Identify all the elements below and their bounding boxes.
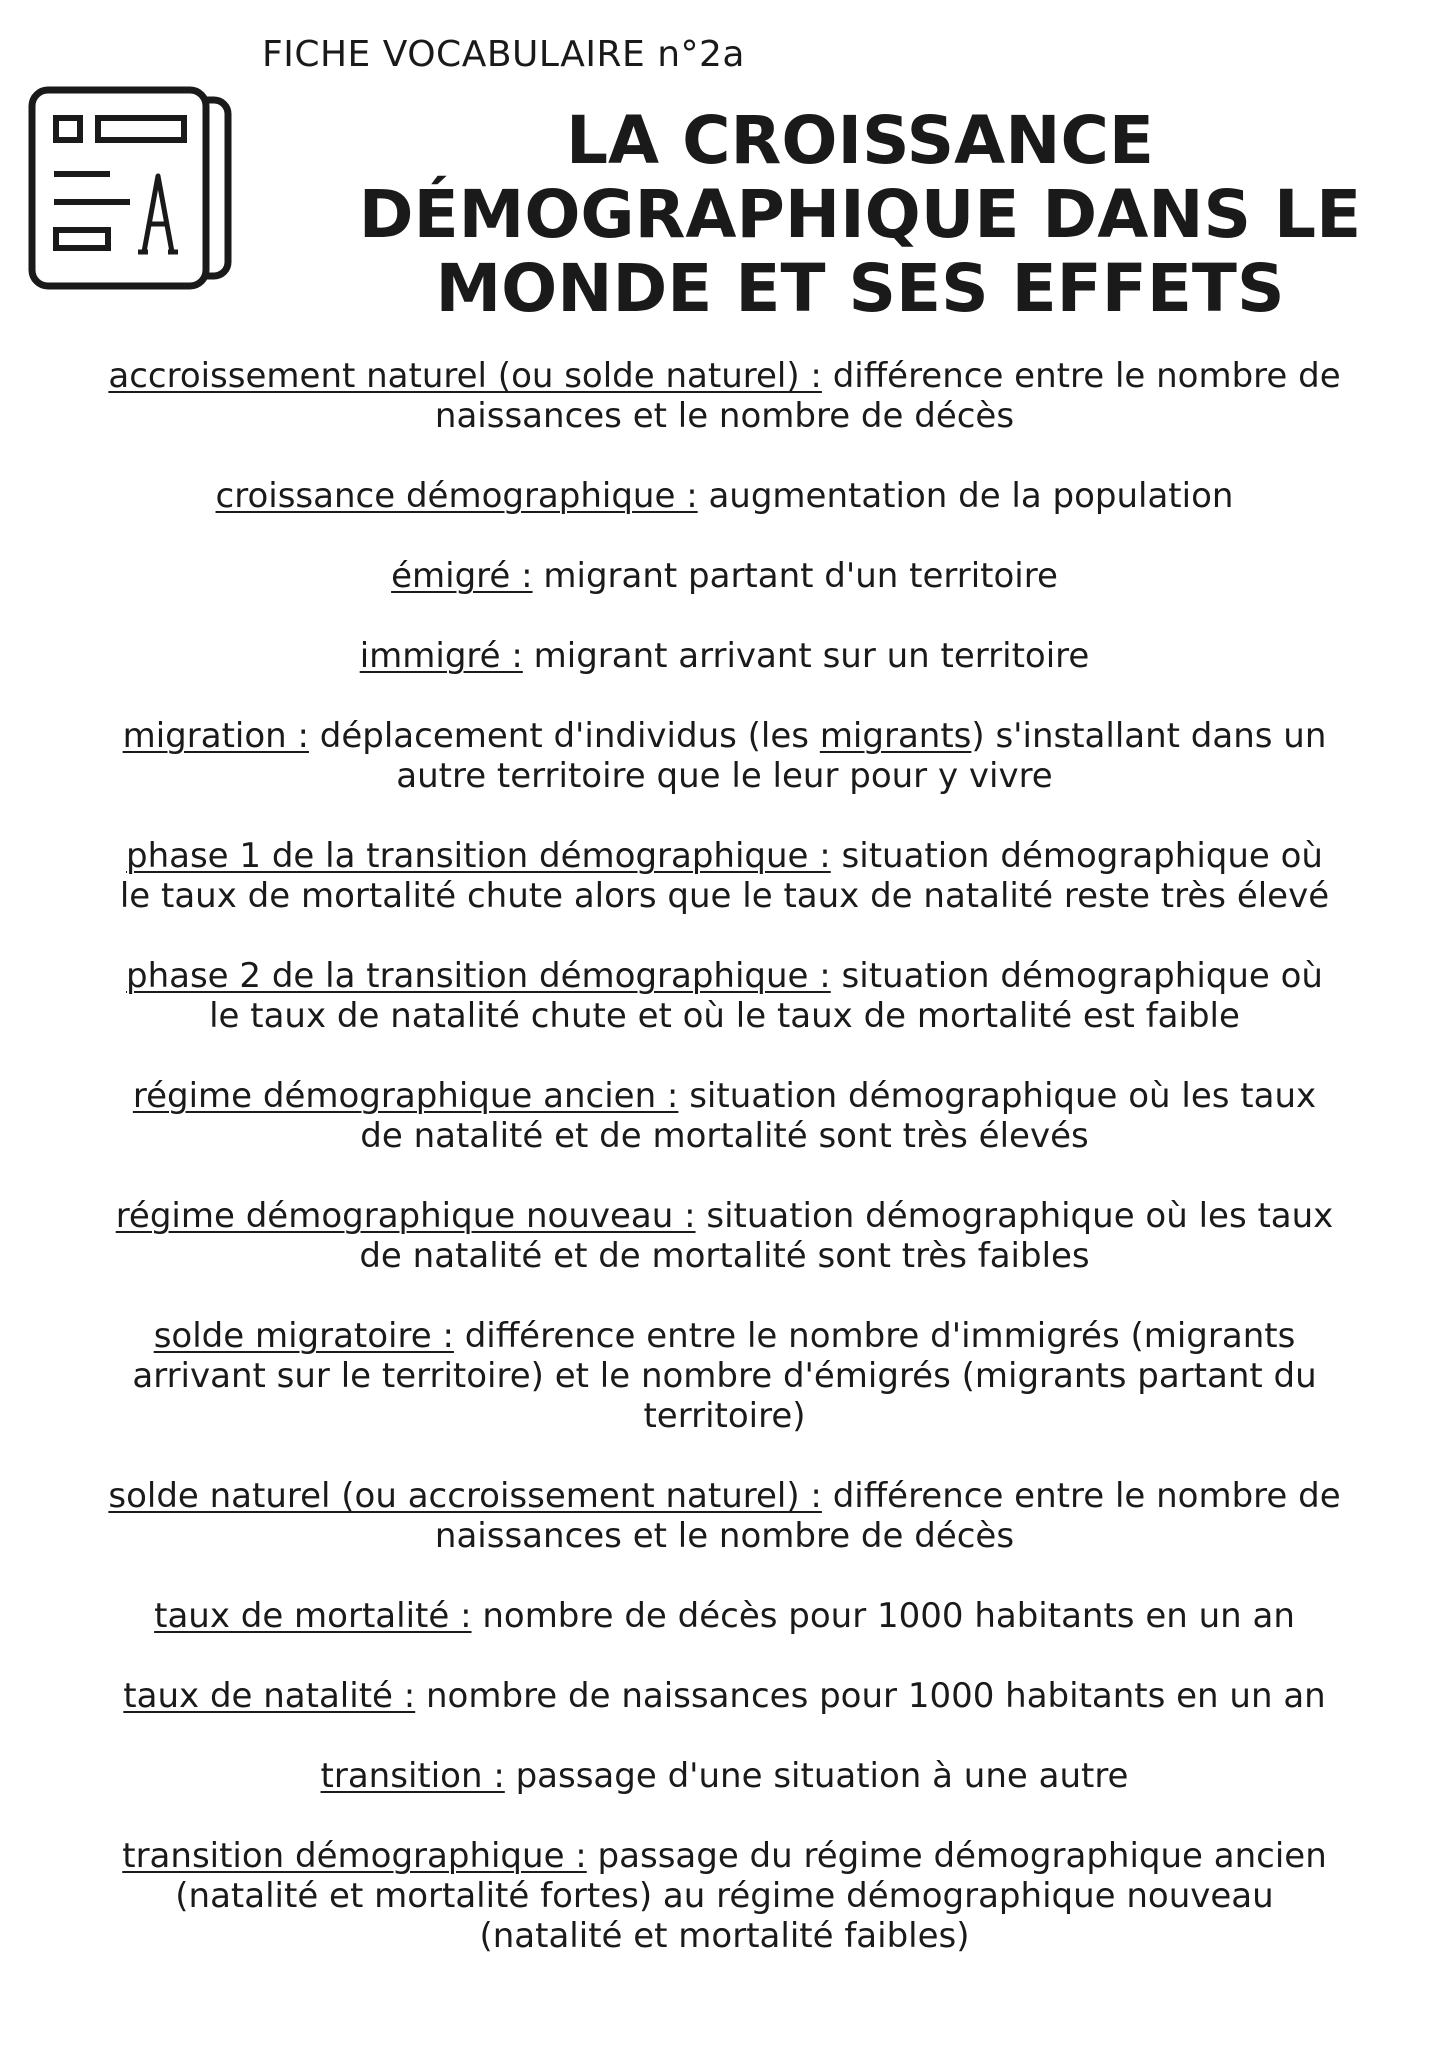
definition-term: croissance démographique :	[215, 476, 698, 516]
definition-text: différence entre le nombre de	[821, 356, 1341, 396]
definition-item	[0, 1676, 1449, 1716]
definition-item	[0, 836, 1449, 916]
definition-term: régime démographique ancien :	[132, 1076, 679, 1116]
definition-text: déplacement d'individus (les	[308, 716, 820, 756]
definition-text: ) s'installant dans un	[971, 716, 1327, 756]
definition-term: phase 1 de la transition démographique :	[126, 836, 831, 876]
definition-term: immigré :	[359, 636, 523, 676]
definition-item	[0, 1076, 1449, 1156]
definition-item	[0, 1316, 1449, 1436]
definition-text: (natalité et mortalité fortes) au régime démographique nouveau	[175, 1876, 1274, 1916]
definition-text: de natalité et de mortalité sont très élevés	[360, 1116, 1089, 1156]
definition-text: nombre de décès pour 1000 habitants en un an	[471, 1596, 1295, 1636]
definition-list	[0, 356, 1449, 1996]
definition-term: régime démographique nouveau :	[115, 1196, 696, 1236]
definition-item	[0, 556, 1449, 596]
definition-term: taux de natalité :	[123, 1676, 416, 1716]
definition-text: situation démographique où	[830, 836, 1323, 876]
definition-term: migration :	[122, 716, 309, 756]
definition-text: naissances et le nombre de décès	[434, 1516, 1015, 1556]
definition-term: accroissement naturel (ou solde naturel) :	[108, 356, 822, 396]
page-title	[300, 104, 1420, 326]
document-letter-a-icon	[28, 86, 234, 290]
definition-text: arrivant sur le territoire) et le nombre d'émigrés (migrants partant du	[132, 1356, 1317, 1396]
definition-item	[0, 1756, 1449, 1796]
definition-text: territoire)	[643, 1396, 806, 1436]
worksheet-subtitle: FICHE VOCABULAIRE n°2a	[262, 34, 745, 75]
definition-term: solde naturel (ou accroissement naturel) :	[108, 1476, 822, 1516]
definition-item	[0, 716, 1449, 796]
definition-term: transition démographique :	[122, 1836, 587, 1876]
title-line: MONDE ET SES EFFETS	[435, 250, 1285, 327]
definition-text: naissances et le nombre de décès	[434, 396, 1015, 436]
definition-text: le taux de natalité chute et où le taux de mortalité est faible	[209, 996, 1240, 1036]
definition-text: migrant arrivant sur un territoire	[522, 636, 1090, 676]
definition-text: migrant partant d'un territoire	[532, 556, 1058, 596]
definition-text: passage du régime démographique ancien	[586, 1836, 1327, 1876]
definition-text: situation démographique où	[830, 956, 1323, 996]
definition-text: différence entre le nombre de	[821, 1476, 1341, 1516]
definition-item	[0, 1836, 1449, 1956]
definition-text: augmentation de la population	[697, 476, 1234, 516]
definition-text: de natalité et de mortalité sont très faibles	[359, 1236, 1090, 1276]
definition-term: taux de mortalité :	[154, 1596, 472, 1636]
definition-term: solde migratoire :	[153, 1316, 454, 1356]
definition-text: situation démographique où les taux	[678, 1076, 1317, 1116]
definition-item	[0, 1196, 1449, 1276]
title-line: LA CROISSANCE	[566, 102, 1154, 179]
definition-item	[0, 1596, 1449, 1636]
definition-item	[0, 956, 1449, 1036]
definition-text: (natalité et mortalité faibles)	[479, 1916, 970, 1956]
underlined-word: migrants	[819, 716, 972, 756]
definition-term: émigré :	[391, 556, 533, 596]
definition-text: passage d'une situation à une autre	[504, 1756, 1129, 1796]
definition-text: nombre de naissances pour 1000 habitants en un an	[415, 1676, 1326, 1716]
definition-item	[0, 356, 1449, 436]
title-line: DÉMOGRAPHIQUE DANS LE	[358, 176, 1362, 253]
definition-text: situation démographique où les taux	[695, 1196, 1334, 1236]
definition-item	[0, 476, 1449, 516]
definition-item	[0, 636, 1449, 676]
definition-term: phase 2 de la transition démographique :	[126, 956, 831, 996]
definition-text: autre territoire que le leur pour y vivre	[396, 756, 1053, 796]
definition-text: le taux de mortalité chute alors que le taux de natalité reste très élevé	[119, 876, 1330, 916]
definition-item	[0, 1476, 1449, 1556]
definition-term: transition :	[320, 1756, 505, 1796]
definition-text: différence entre le nombre d'immigrés (migrants	[453, 1316, 1296, 1356]
